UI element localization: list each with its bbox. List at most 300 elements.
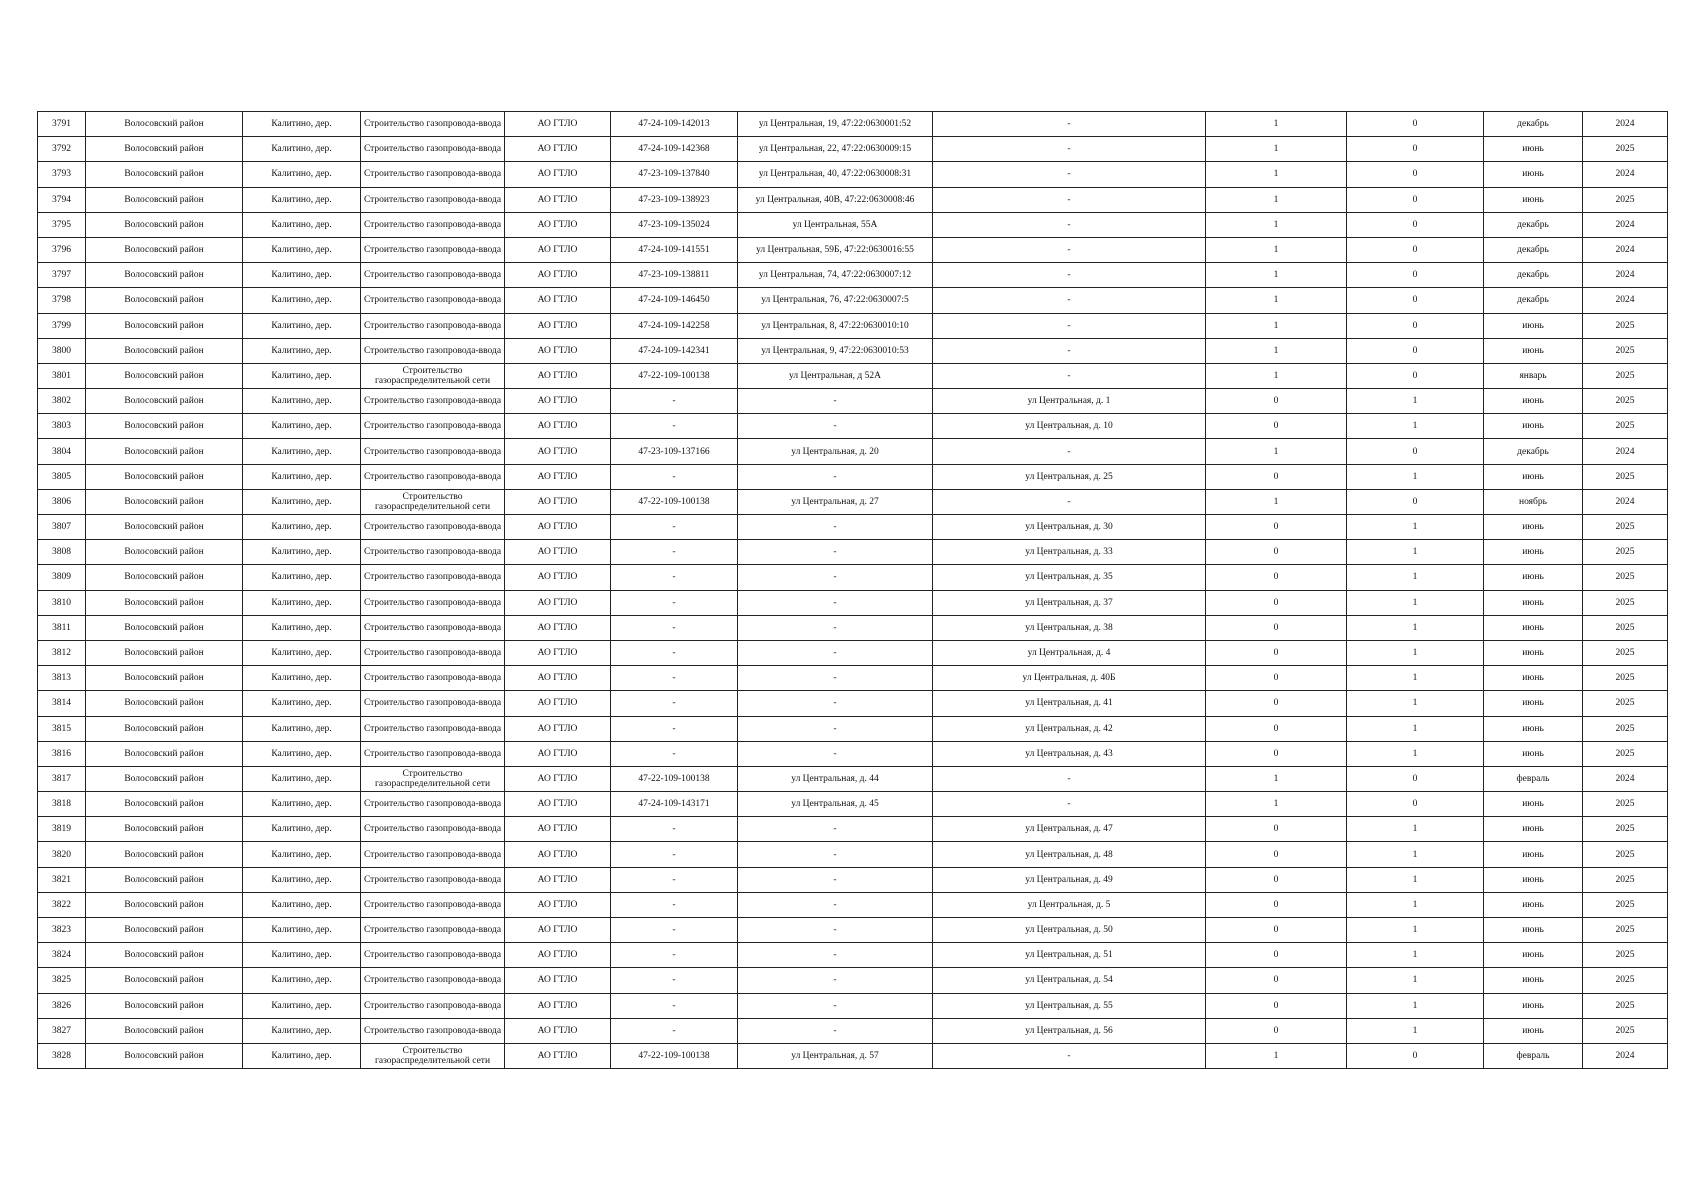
table-row: [38, 817, 1668, 842]
address-cell: -: [933, 766, 1206, 791]
district-cell: Волосовский район: [86, 439, 243, 464]
address-cadastral-cell: -: [738, 943, 933, 968]
settlement-cell: Калитино, дер.: [243, 842, 361, 867]
district-cell: Волосовский район: [86, 313, 243, 338]
district-cell: Волосовский район: [86, 237, 243, 262]
table-row: [38, 263, 1668, 288]
settlement-cell: Калитино, дер.: [243, 212, 361, 237]
work-type-cell: Строительство газопровода-ввода: [361, 313, 505, 338]
count-b-cell: 1: [1347, 1018, 1484, 1043]
district-cell: Волосовский район: [86, 162, 243, 187]
table-row: [38, 968, 1668, 993]
address-cadastral-cell: -: [738, 892, 933, 917]
row-number: 3803: [38, 414, 86, 439]
address-cell: ул Центральная, д. 33: [933, 540, 1206, 565]
address-cadastral-cell: ул Центральная, 76, 47:22:0630007:5: [738, 288, 933, 313]
count-b-cell: 0: [1347, 137, 1484, 162]
count-b-cell: 0: [1347, 363, 1484, 388]
organization-cell: АО ГТЛО: [505, 162, 611, 187]
count-b-cell: 0: [1347, 212, 1484, 237]
permit-number-cell: 47-24-109-142258: [611, 313, 738, 338]
month-cell: июнь: [1484, 590, 1583, 615]
count-a-cell: 1: [1206, 792, 1347, 817]
table-row: [38, 867, 1668, 892]
district-cell: Волосовский район: [86, 515, 243, 540]
month-cell: январь: [1484, 363, 1583, 388]
row-number: 3792: [38, 137, 86, 162]
table-row: [38, 993, 1668, 1018]
district-cell: Волосовский район: [86, 288, 243, 313]
permit-number-cell: 47-23-109-138923: [611, 187, 738, 212]
month-cell: июнь: [1484, 1018, 1583, 1043]
address-cell: ул Центральная, д. 4: [933, 640, 1206, 665]
month-cell: декабрь: [1484, 112, 1583, 137]
address-cadastral-cell: ул Центральная, 19, 47:22:0630001:52: [738, 112, 933, 137]
address-cell: -: [933, 137, 1206, 162]
address-cadastral-cell: -: [738, 666, 933, 691]
count-a-cell: 0: [1206, 691, 1347, 716]
row-number: 3811: [38, 615, 86, 640]
count-a-cell: 0: [1206, 389, 1347, 414]
month-cell: июнь: [1484, 892, 1583, 917]
work-type-cell: Строительство газопровода-ввода: [361, 112, 505, 137]
month-cell: июнь: [1484, 792, 1583, 817]
address-cadastral-cell: ул Центральная, 40, 47:22:0630008:31: [738, 162, 933, 187]
count-a-cell: 1: [1206, 489, 1347, 514]
permit-number-cell: -: [611, 464, 738, 489]
settlement-cell: Калитино, дер.: [243, 464, 361, 489]
count-b-cell: 0: [1347, 766, 1484, 791]
organization-cell: АО ГТЛО: [505, 867, 611, 892]
settlement-cell: Калитино, дер.: [243, 112, 361, 137]
work-type-cell: Строительство газопровода-ввода: [361, 968, 505, 993]
month-cell: июнь: [1484, 464, 1583, 489]
year-cell: 2025: [1583, 918, 1668, 943]
month-cell: июнь: [1484, 741, 1583, 766]
work-type-cell: Строительство газопровода-ввода: [361, 338, 505, 363]
settlement-cell: Калитино, дер.: [243, 162, 361, 187]
address-cadastral-cell: ул Центральная, д 52А: [738, 363, 933, 388]
settlement-cell: Калитино, дер.: [243, 590, 361, 615]
count-b-cell: 0: [1347, 288, 1484, 313]
count-a-cell: 1: [1206, 187, 1347, 212]
count-b-cell: 0: [1347, 792, 1484, 817]
address-cadastral-cell: -: [738, 968, 933, 993]
row-number: 3828: [38, 1043, 86, 1068]
work-type-cell: Строительство газопровода-ввода: [361, 817, 505, 842]
year-cell: 2024: [1583, 288, 1668, 313]
table-row: [38, 766, 1668, 791]
district-cell: Волосовский район: [86, 1018, 243, 1043]
work-type-cell: Строительство газопровода-ввода: [361, 666, 505, 691]
work-type-cell: Строительство газопровода-ввода: [361, 640, 505, 665]
district-cell: Волосовский район: [86, 918, 243, 943]
count-a-cell: 1: [1206, 288, 1347, 313]
count-a-cell: 0: [1206, 464, 1347, 489]
address-cell: ул Центральная, д. 47: [933, 817, 1206, 842]
year-cell: 2024: [1583, 439, 1668, 464]
address-cadastral-cell: -: [738, 1018, 933, 1043]
row-number: 3810: [38, 590, 86, 615]
month-cell: декабрь: [1484, 263, 1583, 288]
count-b-cell: 1: [1347, 590, 1484, 615]
organization-cell: АО ГТЛО: [505, 389, 611, 414]
year-cell: 2024: [1583, 112, 1668, 137]
work-type-cell: Строительство газопровода-ввода: [361, 716, 505, 741]
work-type-cell: Строительство газопровода-ввода: [361, 1018, 505, 1043]
row-number: 3791: [38, 112, 86, 137]
address-cell: -: [933, 288, 1206, 313]
table-row: [38, 1018, 1668, 1043]
settlement-cell: Калитино, дер.: [243, 288, 361, 313]
row-number: 3814: [38, 691, 86, 716]
district-cell: Волосовский район: [86, 414, 243, 439]
settlement-cell: Калитино, дер.: [243, 237, 361, 262]
count-a-cell: 0: [1206, 993, 1347, 1018]
permit-number-cell: -: [611, 968, 738, 993]
table-row: [38, 212, 1668, 237]
permit-number-cell: 47-22-109-100138: [611, 1043, 738, 1068]
count-a-cell: 0: [1206, 1018, 1347, 1043]
district-cell: Волосовский район: [86, 943, 243, 968]
row-number: 3816: [38, 741, 86, 766]
row-number: 3808: [38, 540, 86, 565]
settlement-cell: Калитино, дер.: [243, 892, 361, 917]
year-cell: 2024: [1583, 766, 1668, 791]
organization-cell: АО ГТЛО: [505, 842, 611, 867]
address-cadastral-cell: ул Центральная, 74, 47:22:0630007:12: [738, 263, 933, 288]
row-number: 3809: [38, 565, 86, 590]
month-cell: июнь: [1484, 867, 1583, 892]
month-cell: декабрь: [1484, 212, 1583, 237]
count-b-cell: 0: [1347, 263, 1484, 288]
organization-cell: АО ГТЛО: [505, 212, 611, 237]
organization-cell: АО ГТЛО: [505, 741, 611, 766]
year-cell: 2025: [1583, 515, 1668, 540]
year-cell: 2024: [1583, 212, 1668, 237]
settlement-cell: Калитино, дер.: [243, 389, 361, 414]
address-cadastral-cell: -: [738, 615, 933, 640]
count-a-cell: 1: [1206, 766, 1347, 791]
address-cell: ул Центральная, д. 54: [933, 968, 1206, 993]
count-b-cell: 0: [1347, 112, 1484, 137]
month-cell: июнь: [1484, 137, 1583, 162]
table-row: [38, 943, 1668, 968]
table-row: [38, 741, 1668, 766]
count-b-cell: 1: [1347, 615, 1484, 640]
district-cell: Волосовский район: [86, 112, 243, 137]
address-cadastral-cell: ул Центральная, 9, 47:22:0630010:53: [738, 338, 933, 363]
month-cell: июнь: [1484, 691, 1583, 716]
count-b-cell: 1: [1347, 741, 1484, 766]
work-type-cell: Строительство газопровода-ввода: [361, 263, 505, 288]
address-cell: ул Центральная, д. 37: [933, 590, 1206, 615]
count-b-cell: 0: [1347, 1043, 1484, 1068]
month-cell: июнь: [1484, 615, 1583, 640]
address-cell: ул Центральная, д. 50: [933, 918, 1206, 943]
address-cell: -: [933, 338, 1206, 363]
year-cell: 2024: [1583, 489, 1668, 514]
year-cell: 2025: [1583, 389, 1668, 414]
organization-cell: АО ГТЛО: [505, 993, 611, 1018]
month-cell: июнь: [1484, 162, 1583, 187]
work-type-cell: Строительство газораспределительной сети: [361, 363, 505, 388]
table-row: [38, 716, 1668, 741]
organization-cell: АО ГТЛО: [505, 489, 611, 514]
permit-number-cell: -: [611, 918, 738, 943]
settlement-cell: Калитино, дер.: [243, 1018, 361, 1043]
settlement-cell: Калитино, дер.: [243, 187, 361, 212]
address-cell: -: [933, 263, 1206, 288]
district-cell: Волосовский район: [86, 716, 243, 741]
settlement-cell: Калитино, дер.: [243, 867, 361, 892]
address-cadastral-cell: -: [738, 414, 933, 439]
year-cell: 2025: [1583, 137, 1668, 162]
row-number: 3817: [38, 766, 86, 791]
year-cell: 2025: [1583, 1018, 1668, 1043]
count-a-cell: 1: [1206, 263, 1347, 288]
settlement-cell: Калитино, дер.: [243, 817, 361, 842]
count-a-cell: 0: [1206, 540, 1347, 565]
address-cell: ул Центральная, д. 56: [933, 1018, 1206, 1043]
settlement-cell: Калитино, дер.: [243, 741, 361, 766]
month-cell: декабрь: [1484, 288, 1583, 313]
district-cell: Волосовский район: [86, 212, 243, 237]
table-row: [38, 615, 1668, 640]
district-cell: Волосовский район: [86, 338, 243, 363]
permit-number-cell: -: [611, 615, 738, 640]
organization-cell: АО ГТЛО: [505, 237, 611, 262]
permit-number-cell: -: [611, 389, 738, 414]
table-row: [38, 691, 1668, 716]
address-cadastral-cell: ул Центральная, 40В, 47:22:0630008:46: [738, 187, 933, 212]
year-cell: 2025: [1583, 615, 1668, 640]
count-a-cell: 0: [1206, 741, 1347, 766]
count-b-cell: 1: [1347, 389, 1484, 414]
row-number: 3795: [38, 212, 86, 237]
table-row: [38, 137, 1668, 162]
table-row: [38, 666, 1668, 691]
address-cell: -: [933, 162, 1206, 187]
table-row: [38, 414, 1668, 439]
address-cell: ул Центральная, д. 38: [933, 615, 1206, 640]
permit-number-cell: 47-23-109-135024: [611, 212, 738, 237]
count-b-cell: 1: [1347, 640, 1484, 665]
row-number: 3826: [38, 993, 86, 1018]
work-type-cell: Строительство газопровода-ввода: [361, 993, 505, 1018]
work-type-cell: Строительство газопровода-ввода: [361, 918, 505, 943]
permit-number-cell: -: [611, 943, 738, 968]
count-a-cell: 0: [1206, 565, 1347, 590]
settlement-cell: Калитино, дер.: [243, 1043, 361, 1068]
organization-cell: АО ГТЛО: [505, 918, 611, 943]
work-type-cell: Строительство газопровода-ввода: [361, 943, 505, 968]
table-row: [38, 892, 1668, 917]
district-cell: Волосовский район: [86, 137, 243, 162]
row-number: 3799: [38, 313, 86, 338]
address-cell: ул Центральная, д. 30: [933, 515, 1206, 540]
row-number: 3804: [38, 439, 86, 464]
work-type-cell: Строительство газопровода-ввода: [361, 867, 505, 892]
permit-number-cell: 47-22-109-100138: [611, 766, 738, 791]
address-cell: ул Центральная, д. 42: [933, 716, 1206, 741]
month-cell: июнь: [1484, 565, 1583, 590]
address-cell: ул Центральная, д. 55: [933, 993, 1206, 1018]
organization-cell: АО ГТЛО: [505, 666, 611, 691]
count-b-cell: 0: [1347, 313, 1484, 338]
table-row: [38, 389, 1668, 414]
address-cadastral-cell: ул Центральная, д. 27: [738, 489, 933, 514]
table-row: [38, 590, 1668, 615]
table-row: [38, 1043, 1668, 1068]
row-number: 3821: [38, 867, 86, 892]
address-cell: -: [933, 1043, 1206, 1068]
work-type-cell: Строительство газораспределительной сети: [361, 489, 505, 514]
permit-number-cell: 47-24-109-142368: [611, 137, 738, 162]
table-row: [38, 439, 1668, 464]
organization-cell: АО ГТЛО: [505, 1043, 611, 1068]
year-cell: 2025: [1583, 540, 1668, 565]
month-cell: июнь: [1484, 993, 1583, 1018]
count-b-cell: 1: [1347, 414, 1484, 439]
count-a-cell: 0: [1206, 615, 1347, 640]
count-b-cell: 1: [1347, 540, 1484, 565]
address-cell: -: [933, 237, 1206, 262]
permit-number-cell: -: [611, 515, 738, 540]
count-b-cell: 0: [1347, 237, 1484, 262]
district-cell: Волосовский район: [86, 640, 243, 665]
table-row: [38, 918, 1668, 943]
organization-cell: АО ГТЛО: [505, 792, 611, 817]
work-type-cell: Строительство газопровода-ввода: [361, 590, 505, 615]
row-number: 3801: [38, 363, 86, 388]
work-type-cell: Строительство газопровода-ввода: [361, 414, 505, 439]
count-b-cell: 1: [1347, 993, 1484, 1018]
organization-cell: АО ГТЛО: [505, 968, 611, 993]
settlement-cell: Калитино, дер.: [243, 363, 361, 388]
permit-number-cell: -: [611, 691, 738, 716]
count-b-cell: 1: [1347, 464, 1484, 489]
settlement-cell: Калитино, дер.: [243, 666, 361, 691]
year-cell: 2025: [1583, 565, 1668, 590]
address-cadastral-cell: ул Центральная, 55А: [738, 212, 933, 237]
year-cell: 2024: [1583, 237, 1668, 262]
settlement-cell: Калитино, дер.: [243, 313, 361, 338]
row-number: 3797: [38, 263, 86, 288]
month-cell: июнь: [1484, 414, 1583, 439]
count-b-cell: 1: [1347, 842, 1484, 867]
organization-cell: АО ГТЛО: [505, 112, 611, 137]
count-a-cell: 1: [1206, 1043, 1347, 1068]
table-row: [38, 162, 1668, 187]
month-cell: декабрь: [1484, 439, 1583, 464]
organization-cell: АО ГТЛО: [505, 892, 611, 917]
address-cadastral-cell: -: [738, 691, 933, 716]
row-number: 3794: [38, 187, 86, 212]
count-b-cell: 0: [1347, 489, 1484, 514]
organization-cell: АО ГТЛО: [505, 640, 611, 665]
district-cell: Волосовский район: [86, 540, 243, 565]
work-type-cell: Строительство газопровода-ввода: [361, 187, 505, 212]
address-cadastral-cell: ул Центральная, д. 20: [738, 439, 933, 464]
organization-cell: АО ГТЛО: [505, 187, 611, 212]
work-type-cell: Строительство газопровода-ввода: [361, 565, 505, 590]
settlement-cell: Калитино, дер.: [243, 439, 361, 464]
month-cell: февраль: [1484, 1043, 1583, 1068]
table-row: [38, 540, 1668, 565]
year-cell: 2025: [1583, 590, 1668, 615]
permit-number-cell: -: [611, 414, 738, 439]
district-cell: Волосовский район: [86, 867, 243, 892]
count-b-cell: 0: [1347, 162, 1484, 187]
year-cell: 2025: [1583, 741, 1668, 766]
work-type-cell: Строительство газопровода-ввода: [361, 464, 505, 489]
row-number: 3796: [38, 237, 86, 262]
row-number: 3806: [38, 489, 86, 514]
district-cell: Волосовский район: [86, 389, 243, 414]
organization-cell: АО ГТЛО: [505, 540, 611, 565]
address-cadastral-cell: -: [738, 464, 933, 489]
district-cell: Волосовский район: [86, 892, 243, 917]
year-cell: 2025: [1583, 943, 1668, 968]
district-cell: Волосовский район: [86, 615, 243, 640]
settlement-cell: Калитино, дер.: [243, 993, 361, 1018]
address-cell: -: [933, 489, 1206, 514]
month-cell: июнь: [1484, 716, 1583, 741]
address-cell: -: [933, 363, 1206, 388]
settlement-cell: Калитино, дер.: [243, 615, 361, 640]
work-type-cell: Строительство газопровода-ввода: [361, 842, 505, 867]
organization-cell: АО ГТЛО: [505, 137, 611, 162]
count-b-cell: 1: [1347, 716, 1484, 741]
address-cadastral-cell: -: [738, 389, 933, 414]
year-cell: 2025: [1583, 993, 1668, 1018]
organization-cell: АО ГТЛО: [505, 716, 611, 741]
permit-number-cell: 47-24-109-141551: [611, 237, 738, 262]
table-row: [38, 187, 1668, 212]
address-cadastral-cell: ул Центральная, 8, 47:22:0630010:10: [738, 313, 933, 338]
district-cell: Волосовский район: [86, 792, 243, 817]
count-a-cell: 0: [1206, 968, 1347, 993]
address-cell: ул Центральная, д. 25: [933, 464, 1206, 489]
year-cell: 2025: [1583, 716, 1668, 741]
address-cell: ул Центральная, д. 43: [933, 741, 1206, 766]
permit-number-cell: -: [611, 640, 738, 665]
organization-cell: АО ГТЛО: [505, 439, 611, 464]
district-cell: Волосовский район: [86, 817, 243, 842]
district-cell: Волосовский район: [86, 993, 243, 1018]
address-cell: ул Центральная, д. 5: [933, 892, 1206, 917]
address-cell: -: [933, 187, 1206, 212]
table-row: [38, 363, 1668, 388]
address-cadastral-cell: -: [738, 716, 933, 741]
year-cell: 2025: [1583, 464, 1668, 489]
count-b-cell: 1: [1347, 918, 1484, 943]
address-cadastral-cell: -: [738, 993, 933, 1018]
work-type-cell: Строительство газопровода-ввода: [361, 892, 505, 917]
row-number: 3802: [38, 389, 86, 414]
address-cadastral-cell: -: [738, 842, 933, 867]
settlement-cell: Калитино, дер.: [243, 338, 361, 363]
table-row: [38, 565, 1668, 590]
permit-number-cell: 47-24-109-142341: [611, 338, 738, 363]
year-cell: 2025: [1583, 968, 1668, 993]
year-cell: 2025: [1583, 817, 1668, 842]
organization-cell: АО ГТЛО: [505, 363, 611, 388]
work-type-cell: Строительство газопровода-ввода: [361, 389, 505, 414]
count-b-cell: 0: [1347, 187, 1484, 212]
month-cell: июнь: [1484, 540, 1583, 565]
